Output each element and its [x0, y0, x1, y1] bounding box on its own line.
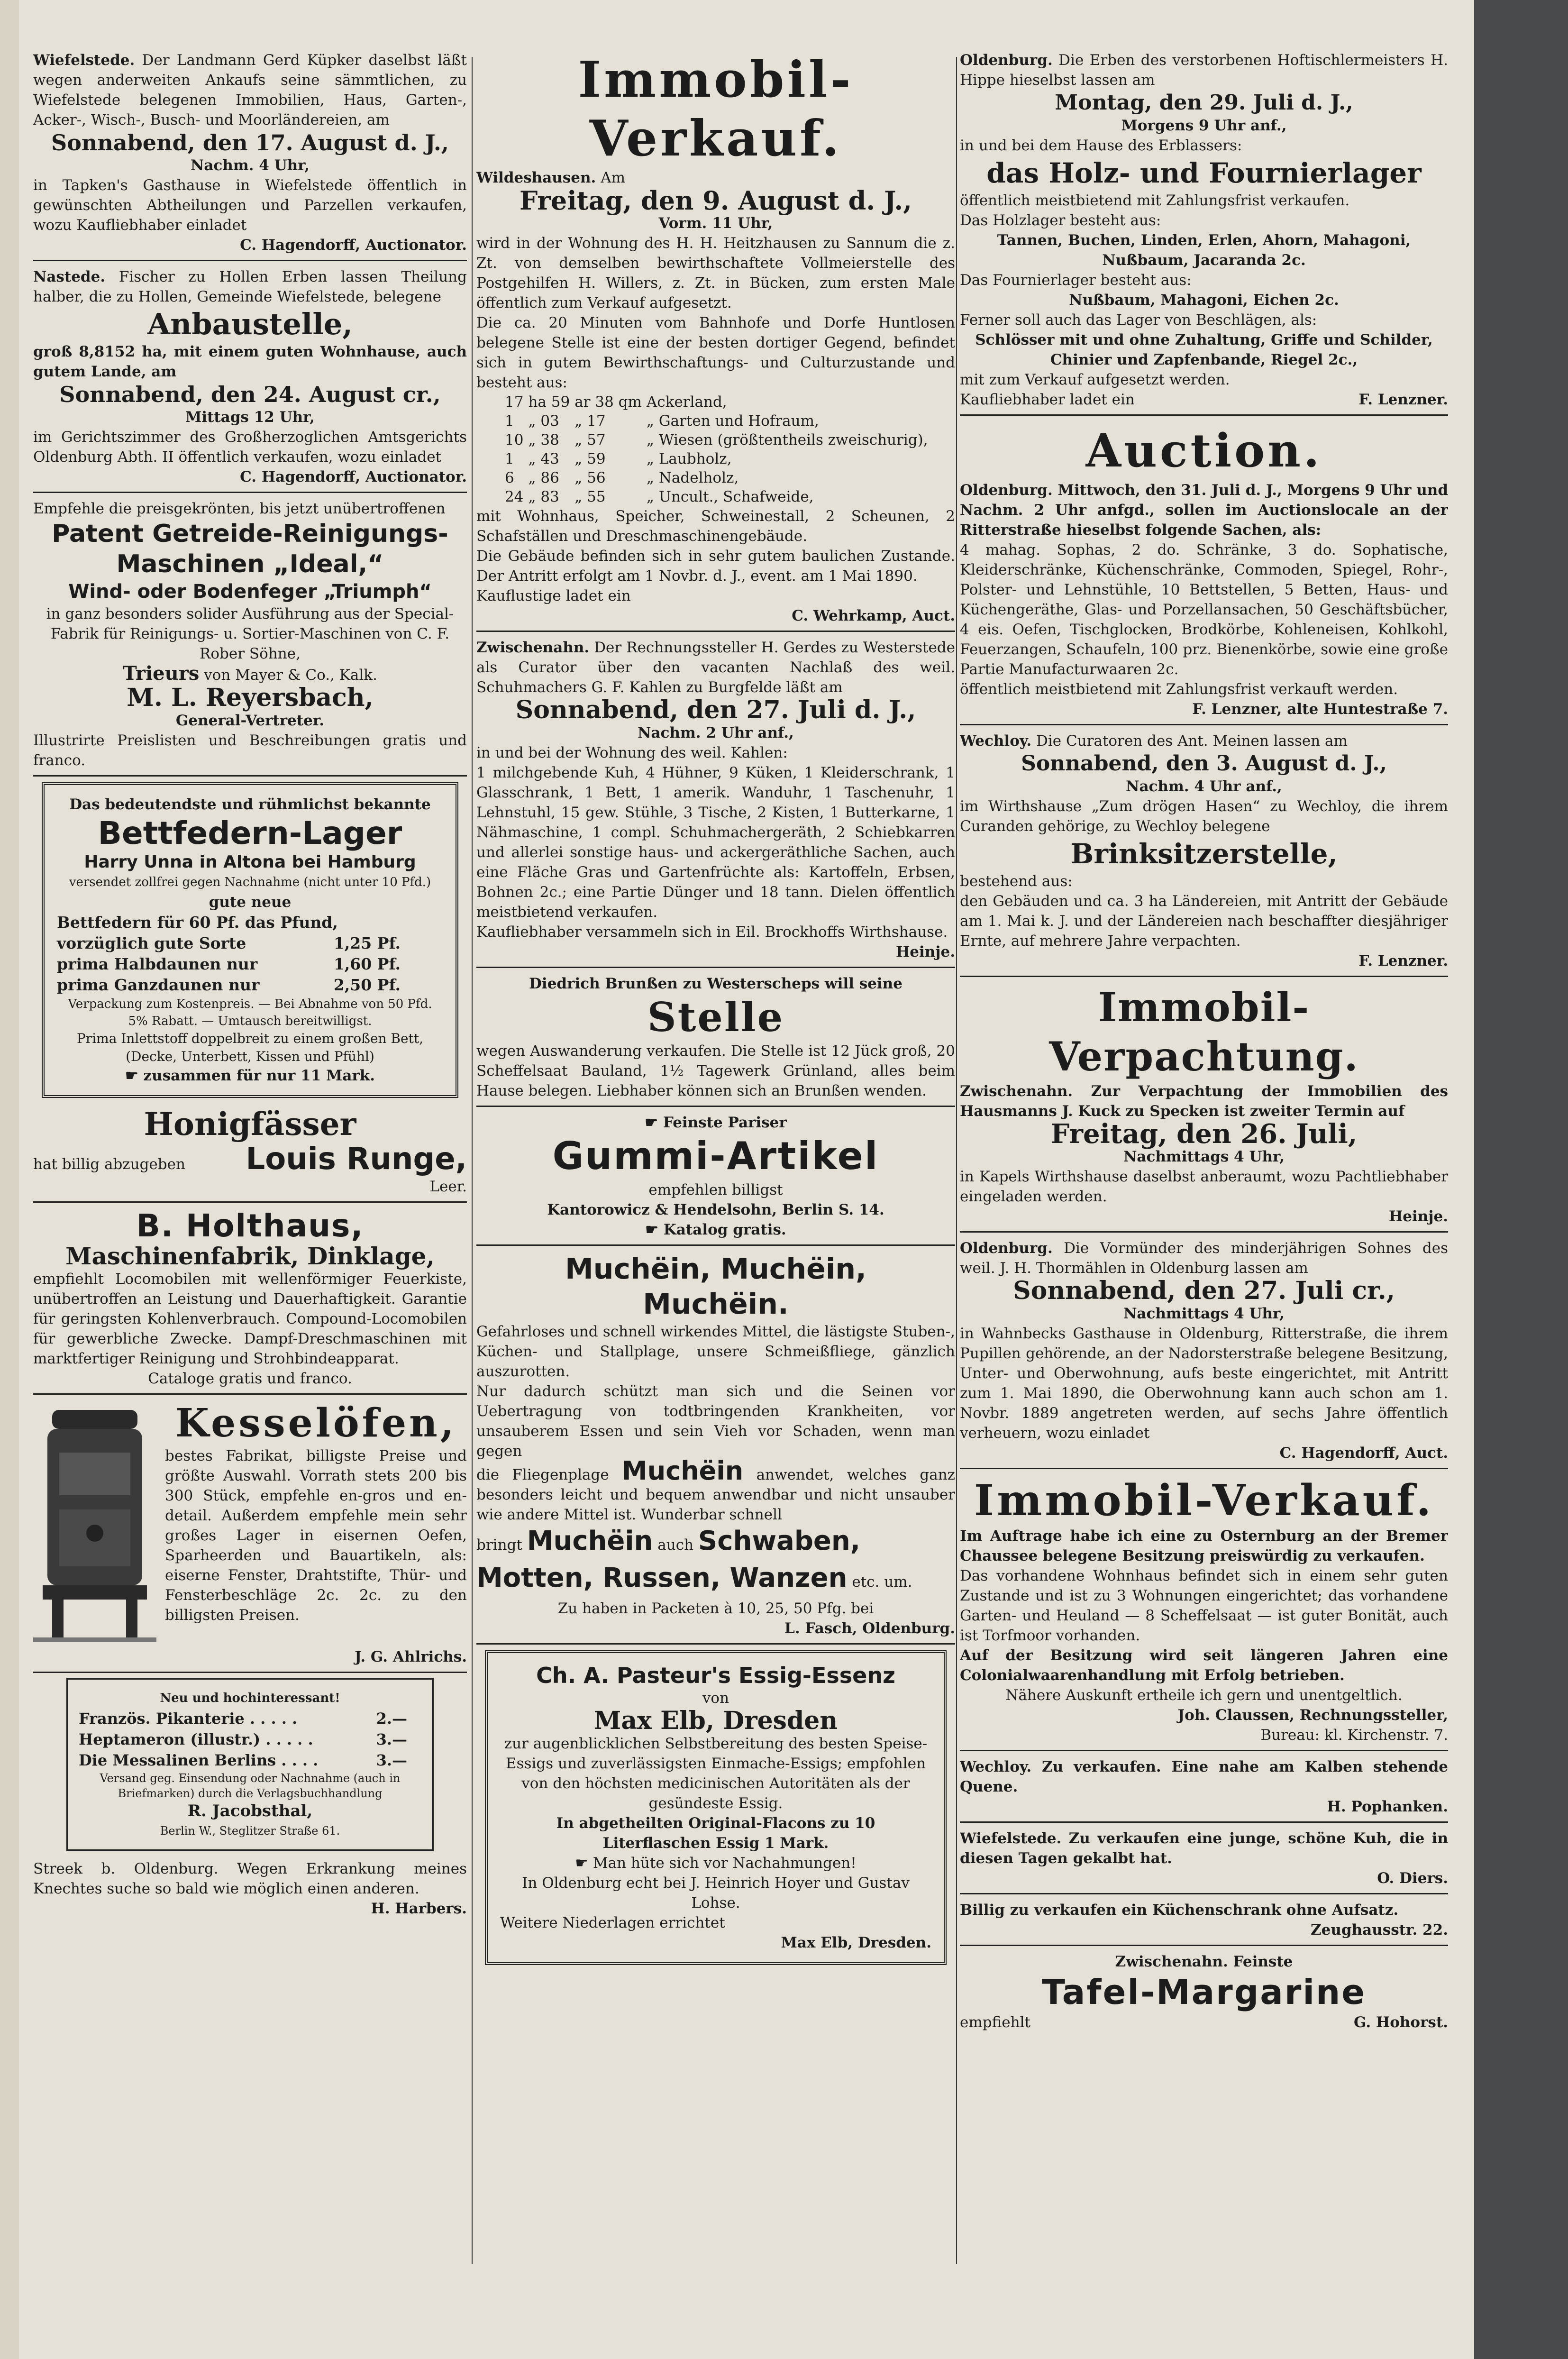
column-middle: [476, 47, 955, 2359]
price-label: Die Messalinen Berlins . . . .: [79, 1751, 319, 1769]
ad-lead: Wildeshausen.: [476, 169, 596, 186]
price-row: [79, 1750, 421, 1771]
ad-trieurs: Trieurs: [123, 662, 200, 685]
ad-text: bestehend aus:: [960, 873, 1073, 890]
ad-firm: Max Elb, Dresden: [593, 1706, 838, 1735]
ad-am: Am: [601, 169, 626, 186]
ad-text: Wiefelstede. Zu verkaufen eine junge, schöne Kuh, die in diesen Tagen gekalbt hat.: [960, 1830, 1448, 1867]
ad-von: von: [702, 1690, 729, 1707]
lot-desc: „ Nadelholz,: [646, 469, 739, 486]
price-value: 3.—: [376, 1730, 407, 1748]
previous-page-edge: [0, 0, 19, 2359]
ad-immobil-verpachtung: [960, 980, 1448, 1233]
ad-text: in und bei der Wohnung des weil. Kahlen:: [476, 744, 788, 761]
ad-headline: Stelle: [647, 994, 784, 1041]
ad-text: Der Landmann Gerd Küpker daselbst läßt wegen anderweiten Ankaufs seine sämmtlichen, zu Wiefelstede belegenen Immobilien, Haus, Garten-, Acker-, Wisch-, Busch- und Moorländereien, am: [33, 52, 467, 128]
ad-text: im Gerichtszimmer des Großherzoglichen Amtsgerichts Oldenburg Abth. II öffentlich verkaufen, wozu einladet: [33, 429, 467, 466]
ad-firm: R. Jacobsthal,: [187, 1801, 313, 1820]
ad-wechloy-meinen: [960, 728, 1448, 977]
ad-rec: empfehlen billigst: [648, 1181, 783, 1198]
price-label: vorzüglich gute Sorte: [57, 934, 246, 952]
lot-a: „ 03: [528, 412, 559, 430]
lot-a: ha 59: [528, 393, 570, 411]
ad-date: Sonnabend, den 24. August cr.,: [59, 382, 441, 407]
ad-immobil-verkauf-osternburg: [960, 1472, 1448, 1751]
ad-pre: empfiehlt: [960, 2014, 1030, 2031]
table-row: [505, 449, 933, 468]
ad-time: Nachm. 4 Uhr,: [190, 157, 310, 174]
lot-desc: „ Laubholz,: [646, 450, 732, 467]
ad-holthaus: [33, 1206, 467, 1395]
lot-a: „ 38: [528, 431, 559, 448]
ad-time: Nachmittags 4 Uhr,: [1123, 1148, 1285, 1165]
ad-note: ☛ zusammen für nur 11 Mark.: [57, 1066, 443, 1086]
price-row: [57, 975, 443, 996]
ad-text: in Tapken's Gasthause in Wiefelstede öffentlich in gewünschten Abtheilungen und Parzellen verkaufen, wozu Kaufliebhaber einladet: [33, 177, 467, 234]
ad-date: Sonnabend, den 27. Juli d. J.,: [515, 695, 916, 724]
ad-text: öffentlich meistbietend mit Zahlungsfrist verkaufen.: [960, 192, 1350, 209]
ad-text: etc. um.: [852, 1573, 912, 1591]
lot-qm: „ 55: [574, 488, 606, 505]
ad-wiefelstede-kuh: [960, 1826, 1448, 1894]
ad-intro: Empfehle die preisgekrönten, bis jetzt unübertroffenen: [33, 500, 446, 517]
ad-streek-harbers: [33, 1856, 467, 1923]
column-left: [33, 47, 467, 2359]
ad-text: Zwischenahn. Zur Verpachtung der Immobilien des Hausmanns J. Kuck zu Specken ist zweiter Termin auf: [960, 1083, 1448, 1120]
ad-text: in Kapels Wirthshause daselbst anberaumt, wozu Pachtliebhaber eingeladen werden.: [960, 1168, 1448, 1205]
ad-text: in ganz besonders solider Ausführung aus der Special-Fabrik für Reinigungs- u. Sortier-Maschinen von C. F. Rober Söhne,: [46, 605, 454, 662]
lot-ha: 17: [505, 393, 524, 411]
table-row: [505, 411, 933, 430]
ad-lead: Diedrich Brunßen zu Westerscheps will seine: [529, 975, 903, 992]
ad-signature: H. Pophanken.: [1327, 1798, 1448, 1815]
ad-kuechenschrank: [960, 1897, 1448, 1946]
ad-invite: Kaufliebhaber ladet ein: [960, 391, 1135, 408]
ad-lead: Wiefelstede.: [33, 52, 135, 69]
ad-signature: Zeughausstr. 22.: [1311, 1921, 1448, 1938]
ad-trieurs-from: von Mayer & Co., Kalk.: [204, 667, 377, 684]
ad-place: Leer.: [429, 1178, 467, 1195]
ad-signature: F. Lenzner, alte Huntestraße 7.: [1192, 701, 1448, 718]
ad-role: General-Vertreter.: [175, 712, 325, 729]
ad-date: Freitag, den 26. Juli,: [1050, 1118, 1358, 1150]
ad-title: Auction.: [1085, 424, 1322, 477]
ad-title: Ch. A. Pasteur's Essig-Essenz: [536, 1663, 895, 1688]
ad-title: Gummi-Artikel: [552, 1134, 879, 1178]
ad-signature: C. Hagendorff, Auct.: [1279, 1445, 1448, 1462]
ad-product: Muchëin: [622, 1456, 744, 1486]
ad-headline: Maschinen „Ideal,“: [116, 550, 384, 578]
ad-lead: Zwischenahn.: [476, 639, 590, 656]
ad-hippe-holzlager: [960, 47, 1448, 416]
ad-zwischenahn-kahlen: [476, 635, 955, 968]
ad-note: Prima Inlettstoff doppelbreit zu einem großen Bett, (Decke, Unterbett, Kissen und Pfühl): [76, 1031, 424, 1064]
table-row: [505, 393, 933, 411]
ad-signature: C. Hagendorff, Auctionator.: [240, 468, 467, 485]
lot-a: „ 86: [528, 469, 559, 486]
ad-signature: Max Elb, Dresden.: [781, 1934, 931, 1951]
ad-title: Immobil-Verkauf.: [578, 50, 854, 167]
ad-text: Die Vormünder des minderjährigen Sohnes des weil. J. H. Thormählen in Oldenburg lassen am: [960, 1240, 1448, 1277]
column-rule: [956, 57, 957, 2264]
price-label: prima Ganzdaunen nur: [57, 976, 260, 994]
ad-text: bringt: [476, 1536, 522, 1554]
ad-text: empfiehlt Locomobilen mit wellenförmiger Feuerkiste, unübertroffen an Leistung und Dauerhaftigkeit. Garantie für geringsten Kohlenverbrauch. Compound-Locomobilen für gewerbliche Zwecke. Dampf-Dreschmaschinen mit marktfertiger Reinigung und Strohbindeapparat.: [33, 1271, 467, 1367]
lot-qm: „ 59: [574, 450, 606, 467]
ad-time: Morgens 9 Uhr anf.,: [1121, 117, 1287, 134]
ad-signature: L. Fasch, Oldenburg.: [784, 1620, 955, 1637]
price-label: Heptameron (illustr.) . . . . .: [79, 1730, 313, 1748]
ad-text: 4 mahag. Sophas, 2 do. Schränke, 3 do. Sophatische, Kleiderschränke, Küchenschränke, Commoden, Spiegel, Rohr-, Polster- und Lehnstühle, 10 Bettstellen, 5 Betten, Haus- und Küchengeräthe, Glas- und Porzellansachen, 50 Geschäftsbücher, 4 eis. Oefen, Tischglocken, Brodkörbe, Kohleneisen, Kohlkohl, Feuerzangen, Schaufeln, 100 prz. Bienenkörbe, sowie eine große Partie Manufacturwaaren 2c.: [960, 541, 1448, 678]
ad-text: Die Erben des verstorbenen Hoftischlermeisters H. Hippe hieselbst lassen am: [960, 52, 1448, 89]
lot-desc: „ Garten und Hofraum,: [646, 412, 819, 430]
ad-text: Kaufliebhaber versammeln sich in Eil. Brockhoffs Wirthshause.: [476, 923, 948, 941]
ad-pre: hat billig abzugeben: [33, 1156, 185, 1173]
price-value: 3.—: [376, 1751, 407, 1769]
ad-title: Muchëin.: [643, 1288, 789, 1321]
ad-title: Bettfedern-Lager: [98, 815, 402, 851]
ad-woods: Tannen, Buchen, Linden, Erlen, Ahorn, Mahagoni, Nußbaum, Jacaranda 2c.: [997, 232, 1411, 269]
price-value: 2.—: [376, 1710, 407, 1728]
ad-text: Der Rechnungssteller H. Gerdes zu Westerstede als Curator über den vacanten Nachlaß des weil. Schuhmachers G. F. Kahlen zu Burgfelde läßt am: [476, 639, 955, 696]
ad-signature: C. Hagendorff, Auctionator.: [240, 237, 467, 254]
lot-qm: ar 38 qm: [574, 393, 642, 411]
ad-footer: Cataloge gratis und franco.: [148, 1370, 352, 1387]
ad-firm-name: M. L. Reyersbach,: [127, 683, 374, 712]
ad-catalog: ☛ Katalog gratis.: [476, 1220, 955, 1240]
lot-qm: „ 17: [574, 412, 606, 430]
table-row: [505, 468, 933, 487]
ad-title: Immobil-Verkauf.: [974, 1475, 1434, 1526]
ad-signature: C. Wehrkamp, Auct.: [792, 607, 955, 624]
ad-product: Schwaben,: [698, 1526, 861, 1556]
ad-text: Ferner soll auch das Lager von Beschlägen, als:: [960, 311, 1317, 329]
ad-fournier: Nußbaum, Mahagoni, Eichen 2c.: [1069, 292, 1339, 309]
ad-text: in Wahnbecks Gasthause in Oldenburg, Ritterstraße, die ihrem Pupillen gehörende, an der Nadorsterstraße belegene Besitzung, Unter- und Oberwohnung, aufs beste eingerichtet, mit Antritt zum 1. Mai 1890, die Oberwohnung kann auch schon am 1. Novbr. 1889 angetreten werden, auf sechs Jahre öffentlich verheuern, wozu einladet: [960, 1325, 1448, 1442]
ad-product: Motten, Russen, Wanzen: [476, 1563, 848, 1593]
price-value: 1,25 Pf.: [333, 934, 401, 952]
ad-wechloy-quene: [960, 1754, 1448, 1823]
ad-text: Weitere Niederlagen errichtet: [500, 1914, 725, 1931]
ad-signature: F. Lenzner.: [1358, 391, 1448, 408]
ad-thormaehlen: [960, 1235, 1448, 1469]
ad-title: Tafel-Margarine: [1041, 1972, 1367, 2012]
lot-ha: 6: [505, 469, 514, 486]
ad-title: Immobil-Verpachtung.: [1049, 984, 1359, 1080]
ad-lead: Nastede.: [33, 268, 106, 285]
ad-time: Vorm. 11 Uhr,: [658, 215, 773, 232]
ad-text: anwendet, welches ganz besonders leicht und bequem anwendbar und nicht unsauber wie andere Mittel ist. Wunderbar schnell: [476, 1466, 955, 1523]
ad-time: Nachmittags 4 Uhr,: [1123, 1305, 1285, 1322]
ad-text: Das Holzlager besteht aus:: [960, 212, 1161, 229]
ad-title: Honigfässer: [144, 1106, 356, 1143]
ad-signature: F. Lenzner.: [1358, 952, 1448, 969]
ad-text: Fischer zu Hollen Erben lassen Theilung halber, die zu Hollen, Gemeinde Wiefelstede, belegene: [33, 268, 467, 305]
ad-date: Freitag, den 9. August d. J.,: [520, 185, 912, 216]
ad-text: Die Curatoren des Ant. Meinen lassen am: [1036, 732, 1348, 750]
lot-ha: 1: [505, 450, 514, 467]
price-row: [57, 954, 443, 975]
ad-text: öffentlich meistbietend mit Zahlungsfrist verkauft werden.: [960, 681, 1398, 698]
ad-time: Mittags 12 Uhr,: [185, 409, 315, 426]
price-row: [79, 1708, 421, 1729]
ad-text: Oldenburg. Mittwoch, den 31. Juli d. J., Morgens 9 Uhr und Nachm. 2 Uhr anfgd., sollen im Auctionslocale an der Ritterstraße hieselbst folgende Sachen, als:: [960, 482, 1448, 539]
ad-top: Zwischenahn. Feinste: [1115, 1953, 1293, 1970]
ad-date: Sonnabend, den 17. August d. J.,: [51, 130, 449, 155]
ad-signature: Heinje.: [1388, 1208, 1448, 1225]
ad-text: Im Auftrage habe ich eine zu Osternburg an der Bremer Chaussee belegene Besitzung preiswürdig zu verkaufen.: [960, 1527, 1448, 1564]
ad-firm: Harry Unna in Altona bei Hamburg: [84, 852, 416, 872]
ad-text: 1 milchgebende Kuh, 4 Hühner, 9 Küken, 1 Kleiderschrank, 1 Glasschrank, 1 Bett, 1 amerik. Wanduhr, 1 Taschenuhr, 1 Lehnstuhl, 15 gew. Stühle, 3 Tische, 2 Kisten, 1 Butterkarne, 1 Nähmaschine, 1 compl. Schuhmachergeräth, 2 Schiebkarren und allerlei sonstige haus- und ackergeräthliche Sachen, auch eine Fläche Gras und Gartenfrüchte als: Kartoffeln, Erbsen, Bohnen 2c.; eine Partie Dünger und 18 tann. Dielen öffentlich meistbietend verkaufen.: [476, 764, 955, 921]
ad-text: Die ca. 20 Minuten vom Bahnhofe und Dorfe Huntlosen belegene Stelle ist eine der besten dortiger Gegend, befindet sich in gutem Bewirthschaftungs- und Culturzustande und besteht aus:: [476, 314, 955, 391]
lot-desc: Ackerland,: [646, 393, 727, 411]
ad-honigfaesser: [33, 1104, 467, 1203]
ad-top: Das bedeutendste und rühmlichst bekannte: [69, 796, 431, 813]
ad-date: Montag, den 29. Juli d. J.,: [1055, 91, 1353, 115]
ad-headline: Wind- oder Bodenfeger „Triumph“: [68, 581, 432, 603]
ad-signature: J. G. Ahlrichs.: [355, 1648, 467, 1665]
ad-signature: H. Harbers.: [371, 1900, 467, 1917]
ad-text: im Wirthshause „Zum drögen Hasen“ zu Wechloy, die ihrem Curanden gehörige, zu Wechloy belegene: [960, 798, 1448, 835]
price-label: prima Halbdaunen nur: [57, 955, 258, 973]
ad-shipping: versendet zollfrei gegen Nachnahme (nicht unter 10 Pfd.): [69, 875, 431, 889]
ad-address: Bureau: kl. Kirchenstr. 7.: [1260, 1727, 1448, 1744]
ad-tafel-margarine: [960, 1949, 1448, 2037]
lot-ha: 24: [505, 488, 524, 505]
ad-text: wird in der Wohnung des H. H. Heitzhausen zu Sannum die z. Zt. von demselben bewirthschaftete Vollmeierstelle des Postgehilfen H. Willers, z. Zt. in Bücken, zum ersten Male öffentlich zum Verkauf aufgesetzt.: [476, 235, 955, 311]
ad-note: Versand geg. Einsendung oder Nachnahme (auch in Briefmarken) durch die Verlagsbuchhandlung: [100, 1772, 401, 1800]
ad-text: Wechloy. Zu verkaufen. Eine nahe am Kalben stehende Quene.: [960, 1758, 1448, 1795]
ad-signature: G. Hohorst.: [1353, 2014, 1448, 2031]
ad-note: Verpackung zum Kostenpreis. — Bei Abnahme von 50 Pfd. 5% Rabatt. — Umtausch bereitwilligst.: [68, 997, 432, 1028]
ad-text: Das vorhandene Wohnhaus befindet sich in einem sehr guten Zustande und ist zu 3 Wohnungen eingerichtet; das vorhandene Garten- und Heuland — 8 Scheffelsaat — ist guter Bonität, auch ist Torfmoor vorhanden.: [960, 1567, 1448, 1644]
ad-text: mit zum Verkauf aufgesetzt werden.: [960, 371, 1230, 388]
ad-lead: Oldenburg.: [960, 52, 1053, 69]
ad-signature: O. Diers.: [1377, 1870, 1448, 1887]
ad-text: Billig zu verkaufen ein Küchenschrank ohne Aufsatz.: [960, 1902, 1399, 1919]
ad-product: Muchëin: [527, 1526, 653, 1556]
ad-muchein: [476, 1249, 955, 1645]
ad-text: wegen Auswanderung verkaufen. Die Stelle ist 12 Jück groß, 20 Scheffelsaat Bauland, 1½ Tagewerk Grünland, alles beim Hause belegen. Liebhaber können sich an Brunßen wenden.: [476, 1042, 955, 1099]
ad-auction-lenzner: [960, 419, 1448, 725]
ad-text: Das Fournierlager besteht aus:: [960, 272, 1192, 289]
price-row: [57, 933, 443, 954]
ad-date: Sonnabend, den 3. August d. J.,: [1021, 751, 1387, 776]
ad-title: Kesselöfen,: [175, 1400, 457, 1446]
newspaper-page: [19, 0, 1474, 2359]
ad-text: Nur dadurch schützt man sich und die Seinen vor Uebertragung von todtbringenden Krankheiten, vor unsauberem Essen und sein Vieh vor Schaden, wenn man gegen: [476, 1383, 955, 1460]
ad-text: die Fliegenplage: [476, 1466, 609, 1483]
price-value: 2,50 Pf.: [333, 976, 401, 994]
ad-locks: Schlösser mit und ohne Zuhaltung, Griffe und Schilder, Chinier und Zapfenbande, Riegel 2c.,: [975, 331, 1433, 368]
ad-headline: Patent Getreide-Reinigungs-: [52, 520, 448, 548]
ad-subtitle: Maschinenfabrik, Dinklage,: [65, 1242, 435, 1270]
ad-text: in und bei dem Hause des Erblassers:: [960, 137, 1242, 154]
ad-pasteur-essig-box: [485, 1650, 947, 1965]
price-label: Französ. Pikanterie . . . . .: [79, 1710, 298, 1728]
ad-firm: Kantorowicz & Hendelsohn, Berlin S. 14.: [547, 1201, 884, 1218]
ad-invite: Kauflustige ladet ein: [476, 587, 631, 604]
ad-text: Nähere Auskunft ertheile ich gern und unentgeltlich.: [1005, 1687, 1403, 1704]
ad-jacobsthal-box: [66, 1678, 434, 1851]
ad-kesseloefen: [33, 1398, 467, 1673]
price-label: Bettfedern für 60 Pf. das Pfund,: [57, 913, 338, 932]
table-row: [505, 487, 933, 506]
ad-text: Die Gebäude befinden sich in sehr gutem baulichen Zustande. Der Antritt erfolgt am 1 Novbr. d. J., event. am 1 Mai 1890.: [476, 548, 955, 585]
lot-ha: 10: [505, 431, 524, 448]
ad-bettfedern-box: [42, 782, 458, 1098]
ad-text: Streek b. Oldenburg. Wegen Erkrankung meines Knechtes suche so bald wie möglich einen anderen.: [33, 1860, 467, 1897]
ad-title: Muchëin, Muchëin,: [565, 1253, 866, 1286]
ad-brunssen-stelle: [476, 971, 955, 1107]
ad-headline: Anbaustelle,: [147, 307, 353, 341]
ad-top: ☛ Feinste Pariser: [476, 1113, 955, 1133]
price-row: [57, 912, 443, 933]
ad-headline: das Holz- und Fournierlager: [986, 157, 1422, 189]
ad-text: In abgetheilten Original-Flacons zu 10 Literflaschen Essig 1 Mark.: [556, 1815, 875, 1852]
ad-immobil-verkauf-wildeshausen: [476, 47, 955, 632]
lot-ha: 1: [505, 412, 514, 430]
table-row: [505, 430, 933, 449]
ad-footer: Illustrirte Preislisten und Beschreibungen gratis und franco.: [33, 732, 467, 769]
ad-headline: Brinksitzerstelle,: [1070, 838, 1338, 870]
ad-lead: Oldenburg.: [960, 1240, 1053, 1257]
ad-text: auch: [657, 1536, 694, 1554]
ad-top: Neu und hochinteressant!: [160, 1691, 340, 1705]
ad-text: Auf der Besitzung wird seit längeren Jahren eine Colonialwaarenhandlung mit Erfolg betrieben.: [960, 1647, 1448, 1684]
ad-text: bestes Fabrikat, billigste Preise und größte Auswahl. Vorrath stets 200 bis 300 Stück, empfehle en-gros und en-detail. Außerdem empfehle mein sehr großes Lager in eisernen Oefen, Sparheerden und Bauartikeln, als: eiserne Fenster, Drahtstifte, Thür- und Fensterbeschläge 2c. 2c. zu den billigsten Preisen.: [165, 1447, 467, 1624]
ad-text: mit Wohnhaus, Speicher, Schweinestall, 2 Scheunen, 2 Schafställen und Dreschmaschinengebäude.: [476, 508, 955, 545]
stove-illustration: [33, 1400, 156, 1647]
ad-rastede-anbaustelle: [33, 264, 467, 493]
ad-detail: groß 8,8152 ha, mit einem guten Wohnhause, auch gutem Lande, am: [33, 343, 467, 380]
ad-firm-name: B. Holthaus,: [136, 1207, 364, 1244]
column-right: [960, 47, 1448, 2359]
ad-good: gute neue: [209, 894, 292, 911]
ad-firm-name: Louis Runge,: [246, 1142, 467, 1177]
lot-a: „ 43: [528, 450, 559, 467]
lot-a: „ 83: [528, 488, 559, 505]
ad-text: Gefahrloses und schnell wirkendes Mittel, die lästigste Stuben-, Küchen- und Stallplage, unsere Schmeißfliege, gänzlich auszurotten.: [476, 1323, 955, 1380]
ad-time: Nachm. 2 Uhr anf.,: [638, 724, 794, 741]
price-value: 1,60 Pf.: [333, 955, 401, 973]
lot-qm: „ 56: [574, 469, 606, 486]
ad-lead: Wechloy.: [960, 732, 1032, 750]
ad-text: In Oldenburg echt bei J. Heinrich Hoyer und Gustav Lohse.: [522, 1874, 910, 1911]
lots-table: [505, 393, 933, 506]
ad-gummi-artikel: [476, 1110, 955, 1246]
ad-text: den Gebäuden und ca. 3 ha Ländereien, mit Antritt der Gebäude am 1. Mai k. J. und der Ländereien nach beschaffter diesjähriger Ernte, auf mehrere Jahre verpachten.: [960, 893, 1448, 950]
ad-wiefelstede-kuepker: [33, 47, 467, 261]
ad-warning: ☛ Man hüte sich vor Nachahmungen!: [500, 1853, 931, 1873]
ad-address: Berlin W., Steglitzer Straße 61.: [160, 1824, 340, 1838]
column-rule: [472, 57, 473, 2264]
ad-signature: Joh. Claussen, Rechnungssteller,: [1177, 1707, 1448, 1724]
price-list: [57, 912, 443, 996]
ad-signature: Heinje.: [895, 943, 955, 960]
lot-desc: „ Wiesen (größtentheils zweischurig),: [646, 431, 928, 448]
ad-text: Zu haben in Packeten à 10, 25, 50 Pfg. bei: [557, 1600, 874, 1617]
price-row: [79, 1729, 421, 1750]
ad-date: Sonnabend, den 27. Juli cr.,: [1013, 1276, 1395, 1305]
lot-desc: „ Uncult., Schafweide,: [646, 488, 814, 505]
ad-text: zur augenblicklichen Selbstbereitung des besten Speise-Essigs und zuverlässigsten Einmache-Essigs; empfohlen von den höchsten medicinischen Autoritäten als der gesündeste Essig.: [504, 1735, 928, 1812]
ad-time: Nachm. 4 Uhr anf.,: [1126, 778, 1282, 795]
lot-qm: „ 57: [574, 431, 606, 448]
ad-reyersbach-machines: [33, 496, 467, 777]
